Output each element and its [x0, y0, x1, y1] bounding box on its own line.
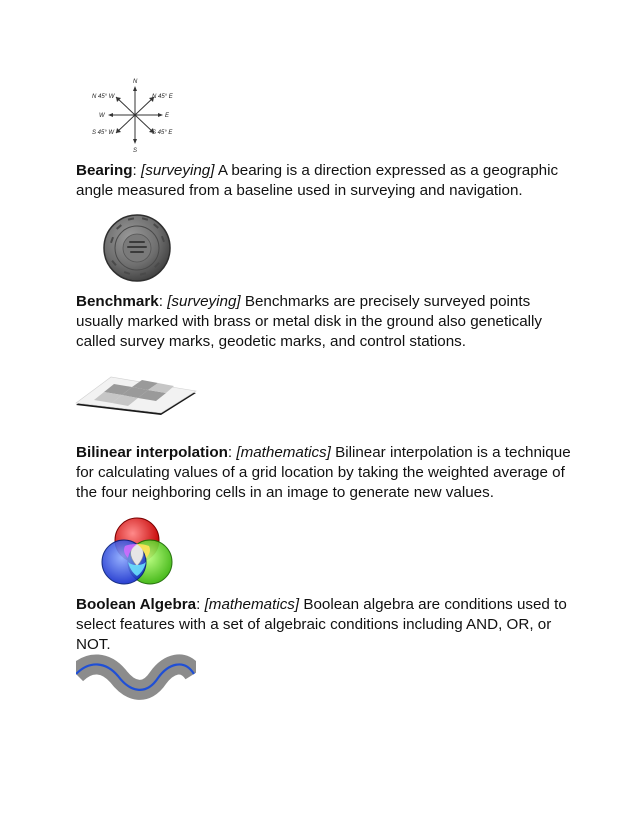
- buffer-river-image: [76, 648, 196, 714]
- compass-label-nw: N 45° W: [92, 94, 115, 100]
- entry-category: [mathematics]: [236, 444, 331, 461]
- bilinear-grid-image: [74, 374, 198, 416]
- entry-category: [surveying]: [167, 293, 241, 310]
- compass-bearing-figure: [88, 76, 198, 154]
- entry-definition: Boolean algebra are conditions used to select features with a set of algebraic conditions including AND, OR, or NOT.: [76, 596, 567, 653]
- entry-benchmark: [76, 292, 576, 352]
- entry-bearing: [76, 161, 576, 201]
- entry-term: Bilinear interpolation: [76, 444, 228, 461]
- compass-label-n: N: [133, 79, 138, 85]
- boolean-venn-diagram: [100, 514, 174, 590]
- compass-label-e: E: [165, 113, 170, 119]
- entry-definition: A bearing is a direction expressed as a geographic angle measured from a baseline used in surveying and navigation.: [76, 162, 559, 199]
- entry-term: Benchmark: [76, 293, 159, 310]
- entry-separator: :: [158, 293, 168, 310]
- entry-separator: :: [196, 596, 205, 613]
- entry-category: [surveying]: [141, 162, 215, 179]
- compass-label-sw: S 45° W: [92, 130, 115, 136]
- entry-bilinear-interpolation: [76, 443, 576, 503]
- entry-definition: Bilinear interpolation is a technique for calculating values of a grid location by taking the weighted average of the four neighboring cells in an image to generate new values.: [76, 444, 571, 501]
- entry-definition: Benchmarks are precisely surveyed points usually marked with brass or metal disk in the ground also genetically called survey marks, geodetic marks, and control stations.: [76, 293, 542, 350]
- benchmark-disk-image: [102, 212, 172, 284]
- entry-separator: :: [227, 444, 237, 461]
- compass-label-se: S 45° E: [152, 130, 173, 136]
- entry-category: [mathematics]: [204, 596, 300, 613]
- entry-term: Boolean Algebra: [76, 596, 197, 613]
- compass-label-s: S: [133, 148, 138, 154]
- entry-term: Bearing: [76, 162, 133, 179]
- compass-label-w: W: [99, 113, 105, 119]
- compass-label-ne: N 45° E: [152, 94, 173, 100]
- entry-separator: :: [132, 162, 141, 179]
- entry-boolean-algebra: [76, 595, 576, 655]
